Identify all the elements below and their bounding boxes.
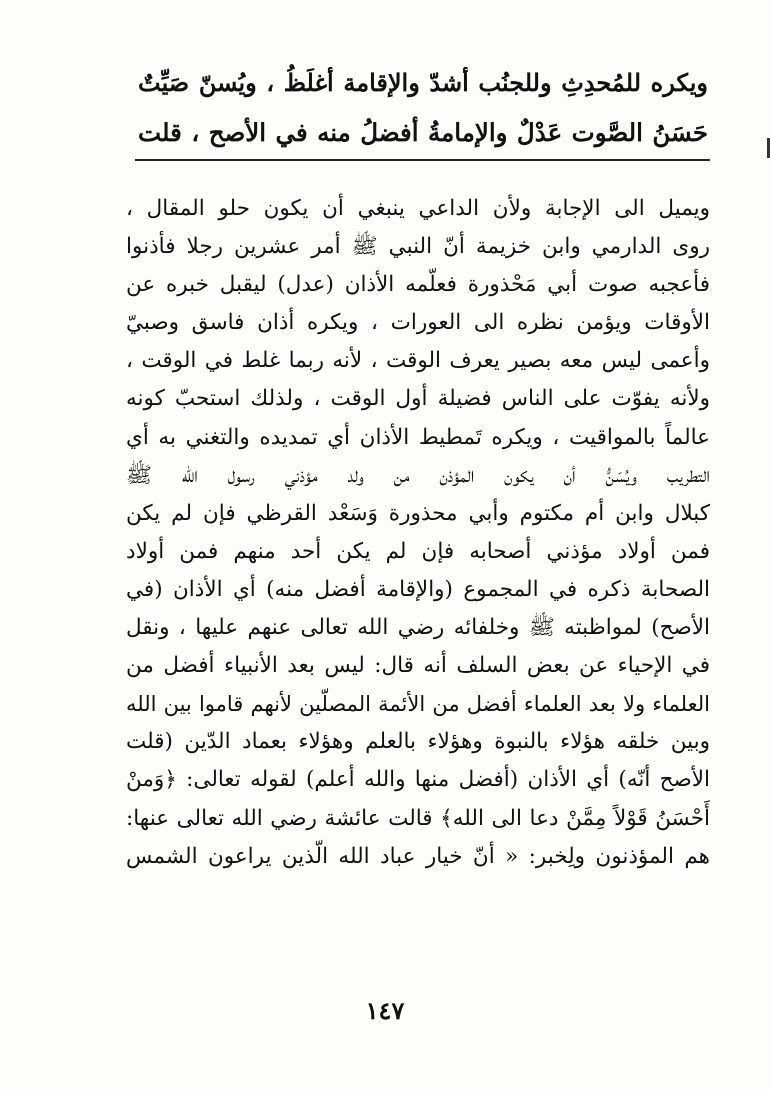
commentary-line: الأصح أنّه) أي الأذان (أفضل منها والله أعلم) لقوله تعالى: ﴿وَمنْ	[126, 767, 710, 793]
commentary-line: ولأنه يفوّت على الناس فضيلة أول الوقت ، ولذلك استحبّ كونه	[126, 386, 710, 412]
main-text-line: حَسَنُ الصَّوت عَدْلٌ والإمامةُ أفضلُ منه في الأصح ، قلت	[138, 118, 708, 147]
page-number: ١٤٧	[365, 996, 405, 1025]
section-divider	[135, 159, 710, 161]
commentary-line: الأصح) لمواظبته ﷺ وخلفائه رضي الله تعالى عنهم عليها ، ونقل	[126, 615, 710, 641]
commentary-line: في الإحياء عن بعض السلف أنه قال: ليس بعد الأنبياء أفضل من	[126, 653, 710, 679]
main-text-line: ويكره للمُحدِثِ وللجنُب أشدّ والإقامة أغلَظُ ، ويُسنّ صَيِّتٌ	[138, 68, 708, 97]
commentary-line: فأعجبه صوت أبي مَحْذورة فعلّمه الأذان (عدل) ليقبل خبره عن	[126, 272, 710, 298]
commentary-line: روى الدارمي وابن خزيمة أنّ النبي ﷺ أمر عشرين رجلا فأذنوا	[126, 234, 710, 260]
commentary-line: عالماً بالمواقيت ، ويكره تَمطيط الأذان أي تمديده والتغني به أي	[126, 424, 710, 450]
commentary-line: وأعمى ليس معه بصير يعرف الوقت ، لأنه ربما غلط في الوقت ،	[126, 348, 710, 374]
main-text-block	[138, 58, 708, 158]
commentary-line: ويميل الى الإجابة ولأن الداعي ينبغي أن يكون حلو المقال ،	[126, 196, 710, 221]
commentary-line: العلماء ولا بعد العلماء أفضل من الأئمة المصلّين لأنهم قاموا بين الله	[126, 692, 710, 717]
commentary-line: وبين خلقه هؤلاء بالنبوة وهؤلاء بالعلم وهؤلاء بعماد الدّين (قلت	[126, 729, 710, 755]
commentary-block	[126, 190, 710, 876]
commentary-line: أَحْسَنُ قَوْلاً مِمَّنْ دعا الى الله﴾ قالت عائشة رضي الله تعالى عنها:	[126, 805, 710, 831]
commentary-line: الصحابة ذكره في المجموع (والإقامة أفضل منه) أي الأذان (في	[126, 576, 710, 602]
commentary-line: التطريب ويُسَنُّ أن يكون المؤذن من ولد مؤذني رسول الله ﷺ	[126, 462, 710, 488]
commentary-line: الأوقات ويؤمن نظره الى العورات ، ويكره أذان فاسق وصبيّ	[126, 310, 710, 336]
commentary-line: فمن أولاد مؤذني أصحابه فإن لم يكن أحد منهم فمن أولاد	[126, 538, 710, 564]
commentary-line: كبلال وابن أم مكتوم وأبي محذورة وَسَعْد القرظي فإن لم يكن	[126, 500, 710, 526]
commentary-line: هم المؤذنون ولِخبر: « أنّ خيار عباد الله الّذين يراعون الشمس	[126, 843, 710, 869]
